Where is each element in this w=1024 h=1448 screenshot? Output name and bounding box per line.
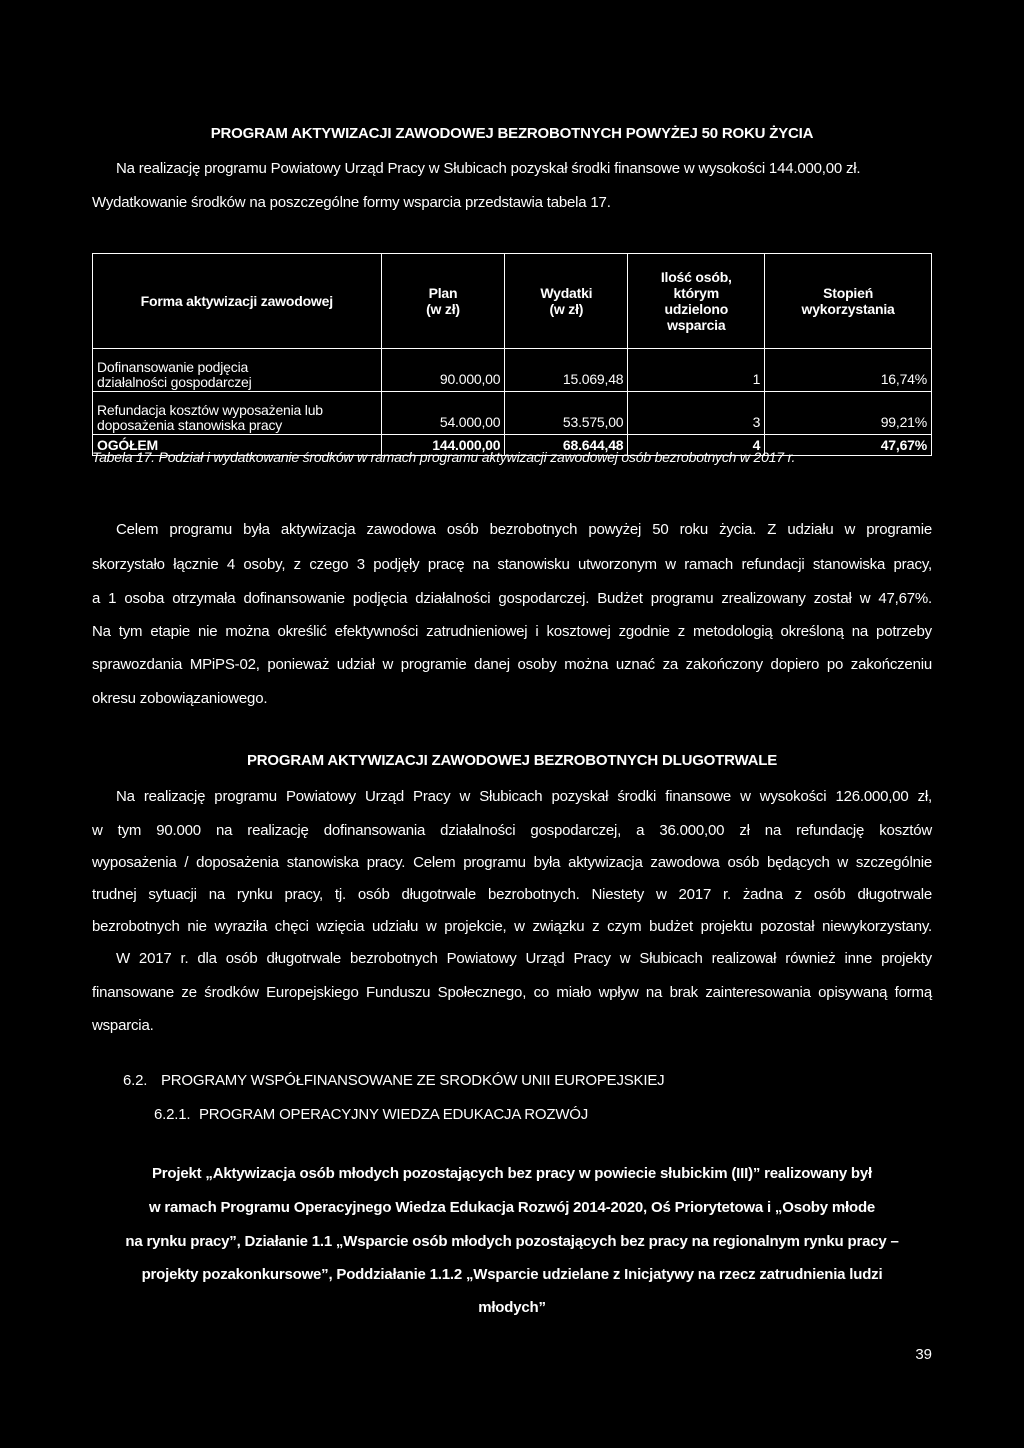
header-plan-line2: (w zł): [426, 301, 460, 317]
header-plan: [381, 254, 505, 349]
row1-stopien: 16,74%: [765, 349, 932, 392]
header-wydatki-line1: Wydatki: [540, 285, 593, 301]
para1-line5: sprawozdania MPiPS-02, ponieważ udział w programie danej osoby można uznać za zakończony dopiero po zakończeniu: [92, 656, 932, 673]
funding-table: [92, 253, 932, 456]
project-line2: w ramach Programu Operacyjnego Wiedza Edukacja Rozwój 2014-2020, Oś Priorytetowa i „Osoby młode: [148, 1199, 876, 1216]
table-header-row: [93, 254, 932, 349]
total-plan: 144.000,00: [381, 435, 505, 456]
para1-line3: a 1 osoba otrzymała dofinansowanie podjęcia działalności gospodarczej. Budżet programu zrealizowany został w 47,67%.: [92, 590, 932, 607]
para1-line4: Na tym etapie nie można określić efektywności zatrudnieniowej i kosztowej zgodnie z metodologią określoną na potrzeby: [92, 623, 932, 640]
section2-line1: Na realizację programu Powiatowy Urząd Pracy w Słubicach pozyskał środki finansowe w wysokości 126.000,00 zł,: [116, 788, 932, 805]
row2-stopien: 99,21%: [765, 392, 932, 435]
row2-plan: 54.000,00: [381, 392, 505, 435]
total-osoby: 4: [628, 435, 765, 456]
section2-line5: bezrobotnych nie wyraziła chęci wzięcia udziału w projekcie, w związku z czym budżet projektu pozostał niewykorzystany.: [92, 918, 932, 935]
total-wydatki: 68.644,48: [505, 435, 628, 456]
row1-wydatki: 15.069,48: [505, 349, 628, 392]
section2-line3: wyposażenia / doposażenia stanowiska pracy. Celem programu była aktywizacja zawodowa osób będących w szczególnie: [92, 854, 932, 871]
header-osoby-line1: Ilość osób,: [660, 269, 732, 285]
total-label: OGÓŁEM: [93, 435, 382, 456]
row1-plan: 90.000,00: [381, 349, 505, 392]
table-row: [93, 349, 932, 392]
row1-label-line2: działalności gospodarczej: [97, 374, 252, 390]
row1-osoby: 1: [628, 349, 765, 392]
caption-text: Podział i wydatkowanie środków w ramach programu aktywizacji zawodowej osób bezrobotnych w 2017 r.: [154, 449, 796, 465]
header-osoby: [628, 254, 765, 349]
project-line4: projekty pozakonkursowe”, Poddziałanie 1.1.2 „Wsparcie udzielane z Inicjatywy na rzecz zatrudnienia ludzi: [141, 1266, 883, 1283]
header-stopien-line2: wykorzystania: [801, 301, 895, 317]
row2-label-line2: doposażenia stanowiska pracy: [97, 417, 283, 433]
section2-line7: finansowane ze środków Europejskiego Funduszu Społecznego, co miało wpływ na brak zainteresowania opisywaną formą: [92, 984, 932, 1001]
row1-label-line1: Dofinansowanie podjęcia: [97, 359, 249, 375]
header-osoby-line2: którym: [673, 285, 720, 301]
caption-prefix: Tabela 17.: [92, 449, 155, 465]
section2-title: PROGRAM AKTYWIZACJI ZAWODOWEJ BEZROBOTNYCH DLUGOTRWALE: [246, 752, 778, 769]
project-line3: na rynku pracy”, Działanie 1.1 „Wsparcie osób młodych pozostających bez pracy na regionalnym rynku pracy –: [125, 1233, 899, 1250]
section2-line4: trudnej sytuacji na rynku pracy, tj. osób długotrwale bezrobotnych. Niestety w 2017 r. żadna z osób długotrwale: [92, 886, 932, 903]
para1-line6: okresu zobowiązaniowego.: [92, 690, 268, 707]
section2-line6: W 2017 r. dla osób długotrwale bezrobotnych Powiatowy Urząd Pracy w Słubicach realizował również inne projekty: [116, 950, 932, 967]
project-line1: Projekt „Aktywizacja osób młodych pozostających bez pracy w powiecie słubickim (III)” realizowany był: [151, 1165, 873, 1182]
total-stopien: 47,67%: [765, 435, 932, 456]
para1-line2: skorzystało łącznie 4 osoby, z czego 3 podjęły pracę na stanowisku utworzonym w ramach refundacji stanowiska pracy,: [92, 556, 932, 573]
para1-line1: Celem programu była aktywizacja zawodowa osób bezrobotnych powyżej 50 roku życia. Z udziału w programie: [116, 521, 932, 538]
row2-label-line1: Refundacja kosztów wyposażenia lub: [97, 402, 323, 418]
row2-wydatki: 53.575,00: [505, 392, 628, 435]
page-number: 39: [915, 1346, 932, 1363]
header-wydatki: [505, 254, 628, 349]
table-caption: [92, 449, 795, 465]
header-osoby-line3: udzielono: [664, 301, 729, 317]
section2-line8: wsparcia.: [92, 1017, 154, 1034]
row2-osoby: 3: [628, 392, 765, 435]
heading-6-2-1: PROGRAM OPERACYJNY WIEDZA EDUKACJA ROZWÓJ: [199, 1106, 589, 1123]
row1-label: [93, 349, 382, 392]
project-line5: młodych”: [478, 1299, 546, 1316]
header-forma: Forma aktywizacji zawodowej: [93, 254, 382, 349]
row2-label: [93, 392, 382, 435]
heading-6-2: PROGRAMY WSPÓŁFINANSOWANE ZE SRODKÓW UNII EUROPEJSKIEJ: [161, 1072, 665, 1089]
header-wydatki-line2: (w zł): [549, 301, 584, 317]
section1-intro-line2: Wydatkowanie środków na poszczególne formy wsparcia przedstawia tabela 17.: [92, 194, 611, 211]
header-osoby-line4: wsparcia: [667, 317, 726, 333]
header-stopien-line1: Stopień: [823, 285, 874, 301]
heading-6-2-number: 6.2.: [123, 1072, 148, 1089]
header-stopien: [765, 254, 932, 349]
heading-6-2-1-number: 6.2.1.: [154, 1106, 191, 1123]
section1-intro-line1: Na realizację programu Powiatowy Urząd Pracy w Słubicach pozyskał środki finansowe w wysokości 144.000,00 zł.: [116, 160, 861, 177]
section1-title: PROGRAM AKTYWIZACJI ZAWODOWEJ BEZROBOTNYCH POWYŻEJ 50 ROKU ŻYCIA: [210, 125, 814, 142]
section2-line2: w tym 90.000 na realizację dofinansowania działalności gospodarczej, a 36.000,00 zł na refundację kosztów: [92, 822, 932, 839]
table-row: [93, 392, 932, 435]
header-plan-line1: Plan: [428, 285, 458, 301]
